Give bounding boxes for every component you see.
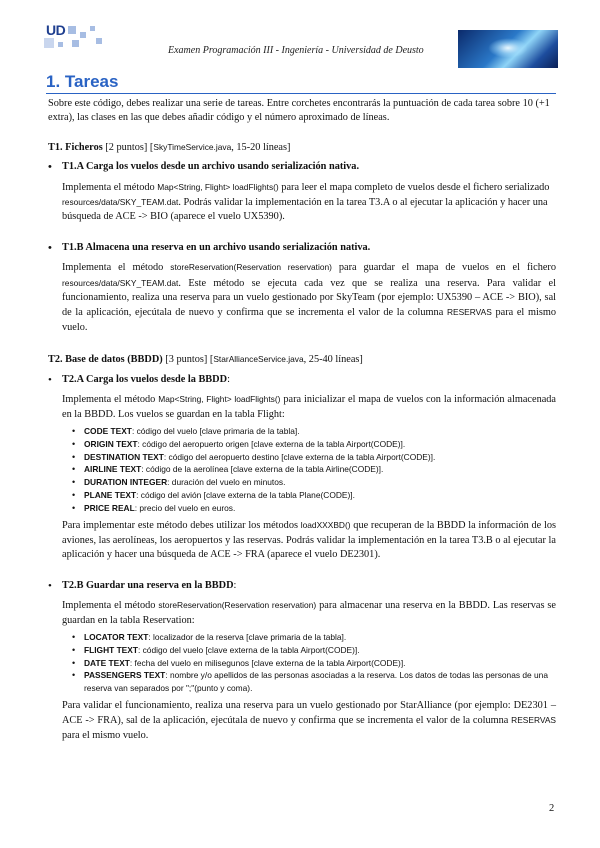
field-name: FLIGHT TEXT: [84, 644, 138, 655]
logo-square: [58, 42, 63, 47]
code-run: Map<String, Flight> loadFlights(): [157, 181, 279, 192]
field-name: LOCATOR TEXT: [84, 631, 149, 642]
university-logo: [38, 22, 118, 62]
field-item: [72, 657, 556, 670]
section-title: 1. Tareas: [46, 72, 119, 91]
subtask-t1b-body: [48, 260, 556, 335]
field-item: [72, 631, 556, 644]
subtask-t2b-note: [48, 699, 556, 743]
field-name: CODE TEXT: [84, 425, 132, 436]
field-item: [72, 451, 556, 464]
field-item: [72, 489, 556, 502]
code-run: resources/data/SKY_TEAM.dat: [62, 277, 179, 288]
text-run: Implementa el método: [62, 262, 171, 274]
logo-text: UD: [46, 22, 66, 38]
text-run: para inicializar el mapa de vuelos con la información almacenada en la BBDD. Los vuelos se guardan en la tabla Flight:: [62, 394, 557, 420]
logo-square: [80, 32, 86, 38]
task-t2-title: T2. Base de datos (BBDD): [48, 354, 163, 366]
flight-table-fields: [48, 425, 556, 515]
text-run: . Este método se ejecuta cada vez que se realiza una reserva. Para validar el funcionamiento, realiza una reserva para un vuelo gestionado por SkyTeam (por ejemplo: UX5390 – ACE -> BIO), sal de la aplicación, ejecútala de nuevo y confirma que se incrementa el valor de la columna: [62, 277, 556, 319]
header-banner-image: [458, 30, 558, 68]
task-t2-heading: [48, 352, 556, 367]
subtask-t2b-body: [48, 598, 556, 628]
logo-square: [72, 40, 79, 47]
field-item: [72, 425, 556, 438]
subtask-t1a-body: [48, 180, 556, 225]
code-run: storeReservation(Reservation reservation): [158, 600, 317, 611]
subtask-t2a-title: [48, 373, 556, 387]
field-desc: : duración del vuelo en minutos.: [167, 477, 286, 488]
task-t2-meta-end: , 25-40 líneas]: [303, 354, 363, 366]
task-t1-meta: [2 puntos] [: [102, 141, 154, 153]
header-title: Examen Programación III - Ingeniería - Universidad de Deusto: [168, 45, 424, 56]
field-desc: : fecha del vuelo en milisegunos [clave externa de la tabla Airport(CODE)].: [129, 657, 406, 668]
field-name: DATE TEXT: [84, 657, 130, 668]
code-run: storeReservation(Reservation reservation): [170, 262, 332, 273]
task-t1-meta-end: , 15-20 líneas]: [231, 141, 291, 153]
code-run: Map<String, Flight> loadFlights(): [158, 394, 281, 405]
page-header: [0, 0, 600, 70]
code-run: RESERVAS: [446, 307, 492, 318]
logo-square: [96, 38, 102, 44]
subtask-t2a-title-text: T2.A Carga los vuelos desde la BBDD: [62, 373, 228, 385]
text-run: que recuperan de la BBDD la información de los aviones, las aerolíneas, los aeropuertos y las reservas. Podrás validar la implementación en la tarea T3.B o al ejecutar la aplicación y hacer una búsqueda de ACE -> FRA (aparece el vuelo DE2301).: [62, 520, 556, 561]
field-item: [72, 669, 556, 695]
reservation-table-fields: [48, 631, 556, 695]
subtask-t2b-title: [48, 579, 556, 593]
text-run: Para validar el funcionamiento, realiza una reserva para un vuelo gestionado por StarAlliance (por ejemplo: DE2301 – ACE -> FRA), sal de la aplicación, ejecútala de nuevo y confirma que se incrementa el valor de la columna: [62, 699, 556, 727]
text-run: Para implementar este método debes utilizar los métodos: [62, 520, 301, 532]
logo-square: [90, 26, 95, 31]
task-t1-heading: [48, 140, 556, 155]
field-desc: : código del avión [clave externa de la tabla Plane(CODE)].: [136, 489, 355, 500]
field-item: [72, 502, 556, 515]
field-desc: : código del vuelo [clave primaria de la tabla].: [131, 425, 300, 436]
subtask-t1b-title: • T1.B Almacena una reserva en un archivo usando serialización nativa.: [48, 241, 556, 255]
field-item: [72, 463, 556, 476]
field-name: DESTINATION TEXT: [84, 451, 164, 462]
subtask-t1a-title: • T1.A Carga los vuelos desde un archivo usando serialización nativa.: [48, 160, 556, 174]
text-run: . Podrás validar la implementación en la tarea T3.A o al ejecutar la aplicación y hacer una búsqueda de ACE -> BIO (aparece el vuelo UX5390).: [62, 197, 548, 223]
subtask-t2a-note: [48, 518, 556, 562]
field-desc: : código del vuelo [clave externa de la tabla Airport(CODE)].: [137, 644, 360, 655]
logo-square: [68, 26, 76, 34]
field-desc: : código de la aerolínea [clave externa de la tabla Airline(CODE)].: [141, 464, 384, 475]
document-body: [48, 97, 556, 743]
field-desc: : precio del vuelo en euros.: [134, 502, 236, 513]
text-run: Implementa el método: [62, 181, 158, 193]
field-name: ORIGIN TEXT: [84, 438, 138, 449]
code-run: RESERVAS: [511, 715, 556, 726]
field-desc: : nombre y/o apellidos de las personas asociadas a la reserva. Los datos de todas las personas de una reserva van separados por ";"(punto y coma).: [84, 670, 548, 694]
text-run: para almacenar una reserva en la BBDD. Las reservas se guardan en la tabla Reservation:: [62, 600, 556, 626]
field-desc: : código del aeropuerto origen [clave externa de la tabla Airport(CODE)].: [137, 438, 406, 449]
task-t1-class: SkyTimeService.java: [153, 141, 232, 152]
task-t2-class: StarAllianceService.java: [213, 354, 304, 365]
text-run: para leer el mapa completo de vuelos desde el fichero serializado: [278, 181, 550, 193]
code-run: resources/data/SKY_TEAM.dat: [62, 197, 179, 208]
task-t2-meta: [3 puntos] [: [162, 354, 214, 366]
field-name: PRICE REAL: [84, 502, 135, 513]
text-run: Implementa el método: [62, 394, 159, 406]
page-number: 2: [549, 803, 555, 814]
text-run: Implementa el método: [62, 600, 159, 612]
field-desc: : código del aeropuerto destino [clave externa de la tabla Airport(CODE)].: [163, 451, 436, 462]
field-item: [72, 476, 556, 489]
intro-paragraph: Sobre este código, debes realizar una serie de tareas. Entre corchetes encontrarás la puntuación de cada tarea sobre 10 (+1 extra), las clases en las que debes añadir código y el número aproximado de líneas.: [48, 98, 550, 124]
field-name: PLANE TEXT: [84, 489, 137, 500]
field-name: DURATION INTEGER: [84, 477, 168, 488]
text-run: para guardar el mapa de vuelos en el fichero: [331, 262, 556, 274]
logo-square: [44, 38, 54, 48]
field-name: PASSENGERS TEXT: [84, 670, 166, 681]
text-run: para el mismo vuelo.: [62, 307, 556, 333]
code-run: loadXXXBD(): [300, 520, 351, 531]
field-desc: : localizador de la reserva [clave primaria de la tabla].: [148, 631, 347, 642]
text-run: para el mismo vuelo.: [62, 729, 149, 741]
task-t1-title: T1. Ficheros: [48, 141, 103, 153]
title-suffix: :: [233, 579, 237, 591]
title-suffix: :: [227, 373, 230, 385]
subtask-t2b-title-text: T2.B Guardar una reserva en la BBDD: [62, 579, 234, 591]
field-name: AIRLINE TEXT: [84, 464, 142, 475]
field-item: [72, 644, 556, 657]
field-item: [72, 438, 556, 451]
subtask-t2a-body: [48, 392, 556, 422]
section-divider: [46, 93, 556, 94]
